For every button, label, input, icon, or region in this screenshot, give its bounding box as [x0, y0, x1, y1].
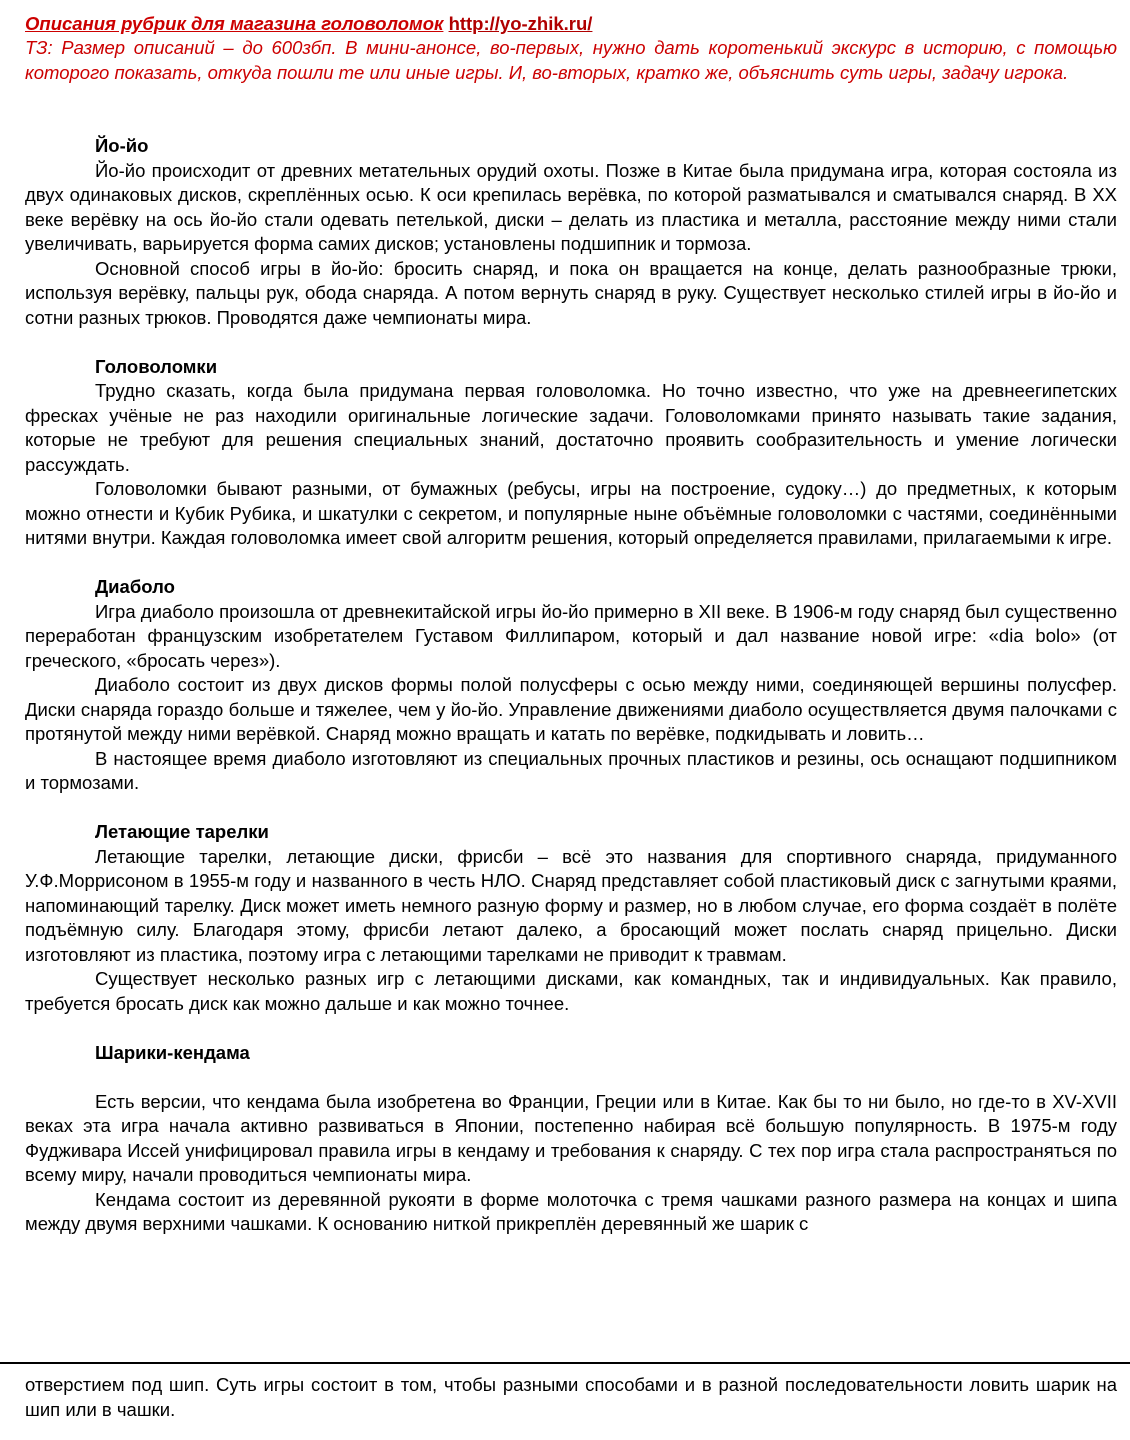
section-kendama: [25, 1041, 1117, 1237]
paragraph: Есть версии, что кендама была изобретена во Франции, Греции или в Китае. Как бы то ни было, но где-то в XV-XVII веках эта игра начала активно развиваться в Японии, постепенно набирая всё большую популярность. В 1975-м году Фудживара Иссей унифицировал правила игры в кендаму и требования к снаряду. С тех пор игра стала распространяться по всему миру, начали проводиться чемпионаты мира.: [25, 1090, 1117, 1185]
section-puzzles: [25, 355, 1117, 551]
paragraph: Основной способ игры в йо-йо: бросить снаряд, и пока он вращается на конце, делать разнообразные трюки, используя верёвку, пальцы рук, обода снаряда. А потом вернуть снаряд в руку. Существует несколько стилей игры в йо-йо и сотни разных трюков. Проводятся даже чемпионаты мира.: [25, 257, 1117, 328]
paragraph: В настоящее время диаболо изготовляют из специальных прочных пластиков и резины, ось оснащают подшипником и тормозами.: [25, 747, 1117, 793]
section-flying-discs: [25, 820, 1117, 1016]
continued-page: [25, 1373, 1117, 1422]
paragraph: Игра диаболо произошла от древнекитайской игры йо-йо примерно в XII веке. В 1906-м году снаряд был существенно переработан французским изобретателем Густавом Филлипаром, который и дал название новой игре: «dia bolo» (от греческого, «бросать через»).: [25, 600, 1117, 671]
document-title: Описания рубрик для магазина головоломок: [25, 13, 444, 34]
paragraph-continuation: отверстием под шип. Суть игры состоит в том, чтобы разными способами и в разной последовательности ловить шарик на шип или в чашки.: [25, 1374, 1117, 1420]
document-title-line: [25, 12, 1117, 36]
site-link[interactable]: http://yo-zhik.ru/: [448, 13, 593, 34]
paragraph: Существует несколько разных игр с летающими дисками, как командных, так и индивидуальных. Как правило, требуется бросать диск как можно дальше и как можно точнее.: [25, 968, 1117, 1014]
section-diabolo: [25, 575, 1117, 796]
task-description: ТЗ: Размер описаний – до 600збп. В мини-анонсе, во-первых, нужно дать коротенький экскурс в историю, с помощью которого показать, откуда пошли те или иные игры. И, во-вторых, кратко же, объяснить суть игры, задачу игрока.: [25, 37, 1117, 83]
section-title: Головоломки: [95, 355, 218, 377]
section-title: Шарики-кендама: [95, 1041, 250, 1063]
paragraph: Кендама состоит из деревянной рукояти в форме молоточка с тремя чашками разного размера на концах и шипа между двумя верхними чашками. К основанию ниткой прикреплён деревянный же шарик с: [25, 1188, 1117, 1234]
document-page: [25, 12, 1117, 1237]
paragraph: Летающие тарелки, летающие диски, фрисби – всё это названия для спортивного снаряда, придуманного У.Ф.Моррисоном в 1955-м году и названного в честь НЛО. Снаряд представляет собой пластиковый диск с загнутыми краями, напоминающий тарелку. Диск может иметь немного разную форму и размер, но в любом случае, его форма создаёт в полёте подъёмную силу. Благодаря этому, фрисби летают далеко, а бросающий может послать снаряд прицельно. Диски изготовляют из пластика, поэтому игра с летающими тарелками не приводит к травмам.: [25, 845, 1117, 965]
paragraph: Головоломки бывают разными, от бумажных (ребусы, игры на построение, судоку…) до предметных, к которым можно отнести и Кубик Рубика, и шкатулки с секретом, и популярные ныне объёмные головоломки с частями, соединёнными нитями внутри. Каждая головоломка имеет свой алгоритм решения, который определяется правилами, прилагаемыми к игре.: [25, 478, 1117, 548]
paragraph: Диаболо состоит из двух дисков формы полой полусферы с осью между ними, соединяющей вершины полусфер. Диски снаряда гораздо больше и тяжелее, чем у йо-йо. Управление движениями диаболо осуществляется двумя палочками с протянутой между ними верёвкой. Снаряд можно вращать и катать по верёвке, подкидывать и ловить…: [25, 674, 1117, 744]
section-title: Летающие тарелки: [95, 821, 269, 842]
section-title: Йо-йо: [95, 135, 149, 156]
paragraph: Трудно сказать, когда была придумана первая головоломка. Но точно известно, что уже на древнеегипетских фресках учёные не раз находили оригинальные логические задачи. Головоломками принято называть такие задания, которые не требуют для решения специальных знаний, достаточно проявить сообразительность и умение логически рассуждать.: [25, 380, 1117, 475]
paragraph: Йо-йо происходит от древних метательных орудий охоты. Позже в Китае была придумана игра, которая состояла из двух одинаковых дисков, скреплённых осью. К оси крепилась верёвка, по которой разматывался и сматывался снаряд. В XX веке верёвку на ось йо-йо стали одевать петелькой, диски – делать из пластика и металла, расстояние между ними стали увеличивать, варьируется форма самих дисков; установлены подшипник и тормоза.: [25, 159, 1117, 254]
section-title: Диаболо: [95, 576, 175, 597]
page-break-divider: [0, 1362, 1130, 1364]
section-yoyo: [25, 134, 1117, 330]
